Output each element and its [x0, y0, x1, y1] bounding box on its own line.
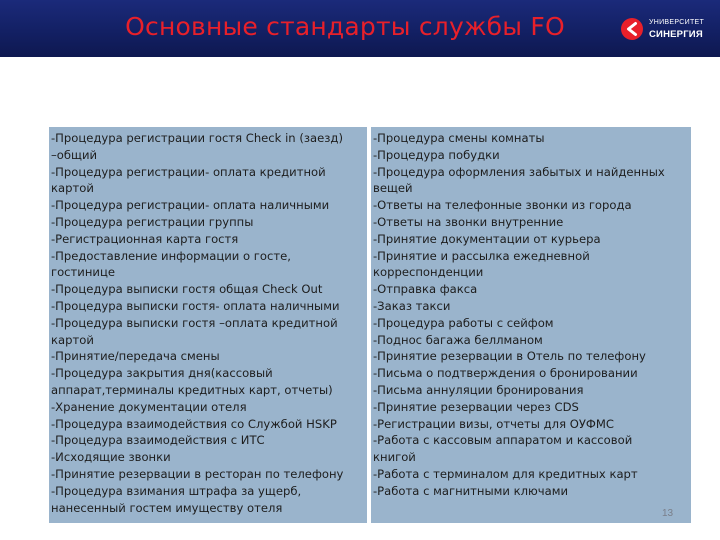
standard-line: книгой [373, 450, 416, 465]
standard-line: -Процедура работы с сейфом [373, 315, 554, 330]
standard-line: -Работа с кассовым аппаратом и кассовой [373, 433, 633, 448]
standard-line: аппарат,терминалы кредитных карт, отчеты) [51, 382, 333, 397]
standard-line: -Процедура смены комнаты [373, 131, 545, 145]
slide-header [0, 0, 720, 57]
standard-line: картой [51, 181, 94, 196]
logo-line-university: УНИВЕРСИТЕТ [649, 19, 705, 26]
standard-line: -Процедура взимания штрафа за ущерб, [51, 483, 302, 498]
slide-title: Основные стандарты службы FO [125, 12, 565, 41]
standard-line: -Процедура регистрации- оплата кредитной [51, 164, 326, 179]
standard-line: картой [51, 332, 94, 347]
standard-line: -Процедура закрытия дня(кассовый [51, 366, 273, 381]
standard-line: корреспонденции [373, 265, 484, 280]
standard-line: -Письма о подтверждения о бронировании [373, 366, 638, 381]
left-standards-column [49, 127, 367, 523]
standard-line: -Принятие и рассылка ежедневной [373, 248, 590, 263]
standard-line: -Принятие резервации через CDS [373, 399, 579, 414]
logo-line-synergy: СИНЕРГИЯ [649, 29, 703, 40]
standard-line: -Процедура регистрации группы [51, 214, 254, 229]
standard-line: вещей [373, 181, 413, 196]
right-standards-column [371, 127, 691, 523]
standard-line: -Регистрационная карта гостя [51, 231, 239, 246]
standard-line: -Работа с терминалом для кредитных карт [373, 466, 638, 481]
standard-line: -Поднос багажа беллманом [373, 332, 543, 347]
standard-line: -Процедура регистрации гостя Check in (заезд) [51, 131, 343, 145]
standard-line: -Принятие документации от курьера [373, 231, 601, 246]
standard-line: -Заказ такси [373, 298, 451, 313]
standard-line: -Принятие резервации в ресторан по телефону [51, 466, 344, 481]
standard-line: -Процедура оформления забытых и найденных [373, 164, 665, 179]
standard-line: -Письма аннуляции бронирования [373, 382, 584, 397]
standard-line: -Процедура регистрации- оплата наличными [51, 198, 330, 213]
standard-line: -Ответы на звонки внутренние [373, 214, 564, 229]
standard-line: -Предоставление информации о госте, [51, 248, 291, 263]
standard-line: -Исходящие звонки [51, 450, 171, 465]
standard-line: -Процедура побудки [373, 147, 500, 162]
standard-line: –общий [51, 147, 98, 162]
standard-line: -Принятие резервации в Отель по телефону [373, 349, 646, 364]
standard-line: -Отправка факса [373, 282, 478, 297]
standard-line: -Регистрации визы, отчеты для ОУФМС [373, 416, 615, 431]
standard-line: -Принятие/передача смены [51, 349, 220, 364]
standard-line: -Процедура выписки гостя- оплата наличными [51, 298, 340, 313]
standard-line: -Процедура взаимодействия со Службой HSKP [51, 416, 337, 431]
standards-table [49, 127, 691, 523]
standard-line: -Процедура выписки гостя общая Check Out [51, 282, 323, 297]
synergy-logo-icon [620, 17, 644, 41]
logo-text [649, 18, 704, 40]
standard-line: гостинице [51, 265, 115, 280]
standard-line: -Ответы на телефонные звонки из города [373, 198, 632, 213]
standard-line: -Процедура взаимодействия с ИТС [51, 433, 265, 448]
standard-line: -Хранение документации отеля [51, 399, 247, 414]
page-number: 13 [662, 508, 674, 519]
standard-line: -Работа с магнитными ключами [373, 483, 569, 498]
standard-line: -Процедура выписки гостя –оплата кредитной [51, 315, 338, 330]
standard-line: нанесенный гостем имуществу отеля [51, 500, 283, 515]
